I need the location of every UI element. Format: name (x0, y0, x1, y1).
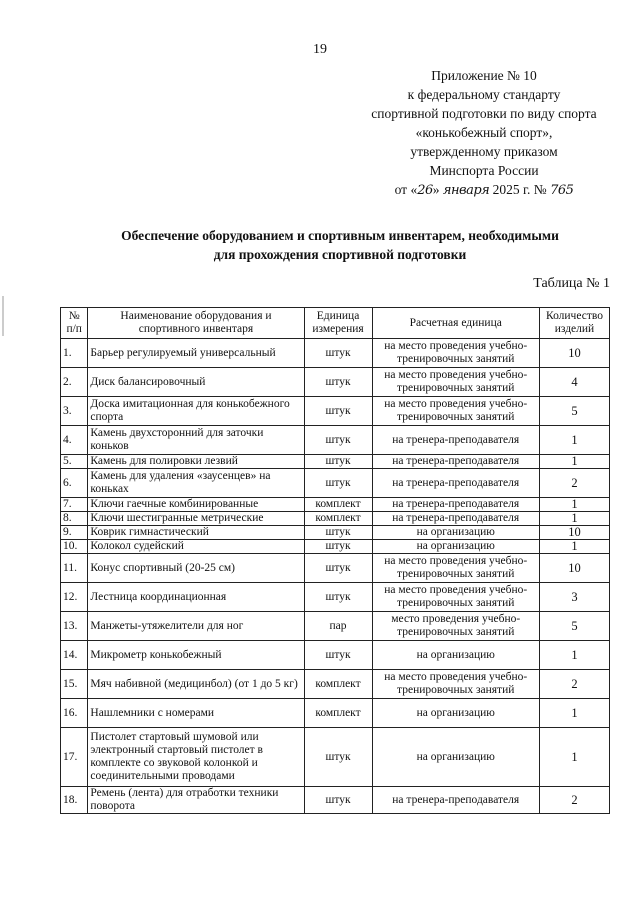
annex-line: утвержденному приказом (410, 144, 558, 159)
row-qty: 1 (539, 426, 609, 455)
annex-line: спортивной подготовки по виду спорта (371, 106, 597, 121)
annex-line: Приложение № 10 (431, 68, 537, 83)
row-qty: 2 (539, 787, 609, 814)
order-prefix: от « (394, 182, 418, 197)
table-row (61, 540, 610, 554)
row-num: 8. (61, 512, 88, 526)
row-unit: штук (304, 787, 372, 814)
row-qty: 5 (539, 612, 609, 641)
row-unit: штук (304, 397, 372, 426)
table-row (61, 554, 610, 583)
row-qty: 2 (539, 670, 609, 699)
title-line: для прохождения спортивной подготовки (213, 247, 467, 262)
row-unit: штук (304, 540, 372, 554)
row-qty: 4 (539, 368, 609, 397)
row-calc: на организацию (372, 728, 539, 787)
row-unit: штук (304, 526, 372, 540)
row-num: 7. (61, 498, 88, 512)
annex-line: к федеральному стандарту (407, 87, 561, 102)
row-qty: 1 (539, 641, 609, 670)
table-row (61, 526, 610, 540)
header-unit: Единица измерения (304, 308, 372, 339)
table-row (61, 512, 610, 526)
table-row (61, 469, 610, 498)
row-qty: 10 (539, 339, 609, 368)
row-unit: штук (304, 426, 372, 455)
row-unit: штук (304, 339, 372, 368)
table-label: Таблица № 1 (533, 276, 610, 291)
scan-edge-mark (2, 296, 4, 336)
table-row (61, 397, 610, 426)
row-unit: комплект (304, 512, 372, 526)
row-calc: на тренера-преподавателя (372, 426, 539, 455)
table-row (61, 498, 610, 512)
annex-header (354, 66, 614, 200)
order-month: января (442, 183, 490, 198)
row-name: Микрометр конькобежный (88, 641, 304, 670)
row-unit: комплект (304, 699, 372, 728)
table-row (61, 426, 610, 455)
row-unit: штук (304, 455, 372, 469)
row-calc: место проведения учебно-тренировочных занятий (372, 612, 539, 641)
row-unit: штук (304, 583, 372, 612)
row-name: Ремень (лента) для отработки техники поворота (88, 787, 304, 814)
title-line: Обеспечение оборудованием и спортивным инвентарем, необходимыми (121, 228, 559, 243)
row-num: 5. (61, 455, 88, 469)
row-name: Пистолет стартовый шумовой или электронный стартовый пистолет в комплекте со звуковой колонкой и соединительными проводами (88, 728, 304, 787)
row-calc: на место проведения учебно-тренировочных занятий (372, 339, 539, 368)
row-num: 14. (61, 641, 88, 670)
row-calc: на организацию (372, 526, 539, 540)
row-num: 18. (61, 787, 88, 814)
row-qty: 5 (539, 397, 609, 426)
order-number: 765 (550, 183, 574, 198)
row-qty: 2 (539, 469, 609, 498)
row-name: Конус спортивный (20-25 см) (88, 554, 304, 583)
table-row (61, 339, 610, 368)
row-num: 6. (61, 469, 88, 498)
row-name: Ключи гаечные комбинированные (88, 498, 304, 512)
row-unit: штук (304, 368, 372, 397)
row-calc: на организацию (372, 540, 539, 554)
row-num: 3. (61, 397, 88, 426)
row-calc: на место проведения учебно-тренировочных занятий (372, 670, 539, 699)
row-qty: 1 (539, 512, 609, 526)
row-qty: 1 (539, 699, 609, 728)
row-calc: на тренера-преподавателя (372, 787, 539, 814)
order-date-line (354, 180, 614, 200)
row-calc: на тренера-преподавателя (372, 512, 539, 526)
row-calc: на место проведения учебно-тренировочных занятий (372, 368, 539, 397)
row-qty: 1 (539, 498, 609, 512)
row-unit: комплект (304, 670, 372, 699)
equipment-table (60, 307, 610, 814)
row-qty: 1 (539, 728, 609, 787)
row-num: 4. (61, 426, 88, 455)
table-row (61, 670, 610, 699)
row-qty: 10 (539, 554, 609, 583)
row-name: Камень для удаления «заусенцев» на коньках (88, 469, 304, 498)
table-row (61, 728, 610, 787)
row-num: 12. (61, 583, 88, 612)
row-calc: на тренера-преподавателя (372, 469, 539, 498)
row-name: Барьер регулируемый универсальный (88, 339, 304, 368)
row-num: 10. (61, 540, 88, 554)
row-num: 11. (61, 554, 88, 583)
table-header-row (61, 308, 610, 339)
row-unit: штук (304, 469, 372, 498)
table-row (61, 612, 610, 641)
row-qty: 1 (539, 540, 609, 554)
table-row (61, 641, 610, 670)
table-row (61, 787, 610, 814)
row-unit: штук (304, 728, 372, 787)
table-row (61, 583, 610, 612)
row-qty: 3 (539, 583, 609, 612)
header-qty: Количество изделий (539, 308, 609, 339)
row-qty: 1 (539, 455, 609, 469)
annex-line: «конькобежный спорт», (415, 125, 553, 140)
row-unit: пар (304, 612, 372, 641)
row-calc: на место проведения учебно-тренировочных занятий (372, 583, 539, 612)
row-unit: штук (304, 641, 372, 670)
row-num: 9. (61, 526, 88, 540)
row-num: 17. (61, 728, 88, 787)
order-day: 26 (417, 183, 433, 198)
row-unit: комплект (304, 498, 372, 512)
table-row (61, 455, 610, 469)
row-calc: на тренера-преподавателя (372, 498, 539, 512)
row-unit: штук (304, 554, 372, 583)
row-qty: 10 (539, 526, 609, 540)
row-num: 15. (61, 670, 88, 699)
row-name: Колокол судейский (88, 540, 304, 554)
table-row (61, 368, 610, 397)
row-calc: на тренера-преподавателя (372, 455, 539, 469)
order-mid: » (432, 182, 440, 197)
row-num: 13. (61, 612, 88, 641)
row-name: Ключи шестигранные метрические (88, 512, 304, 526)
order-year: 2025 г. № (492, 182, 547, 197)
row-name: Камень для полировки лезвий (88, 455, 304, 469)
header-name: Наименование оборудования и спортивного инвентаря (88, 308, 304, 339)
document-title (60, 226, 620, 264)
row-name: Нашлемники с номерами (88, 699, 304, 728)
row-calc: на место проведения учебно-тренировочных занятий (372, 554, 539, 583)
row-name: Коврик гимнастический (88, 526, 304, 540)
row-num: 1. (61, 339, 88, 368)
row-name: Мяч набивной (медицинбол) (от 1 до 5 кг) (88, 670, 304, 699)
row-num: 16. (61, 699, 88, 728)
row-calc: на организацию (372, 641, 539, 670)
row-name: Диск балансировочный (88, 368, 304, 397)
row-calc: на организацию (372, 699, 539, 728)
row-calc: на место проведения учебно-тренировочных занятий (372, 397, 539, 426)
annex-line: Минспорта России (429, 163, 539, 178)
table-row (61, 699, 610, 728)
row-name: Камень двухсторонний для заточки коньков (88, 426, 304, 455)
page-number: 19 (313, 42, 327, 57)
header-calc: Расчетная единица (372, 308, 539, 339)
header-num: № п/п (61, 308, 88, 339)
row-name: Доска имитационная для конькобежного спорта (88, 397, 304, 426)
row-name: Манжеты-утяжелители для ног (88, 612, 304, 641)
row-num: 2. (61, 368, 88, 397)
row-name: Лестница координационная (88, 583, 304, 612)
